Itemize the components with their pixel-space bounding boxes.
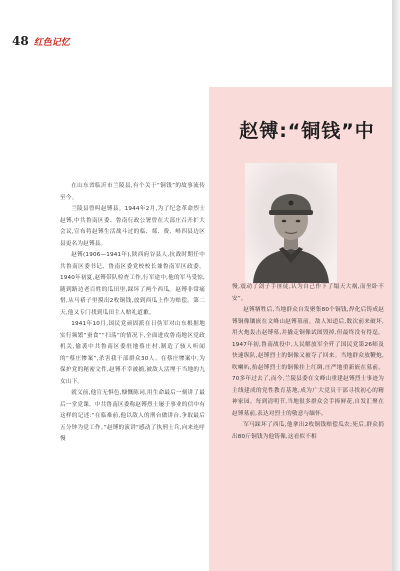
page-edge-shadow	[392, 0, 400, 571]
right-column-text	[232, 282, 384, 443]
left-column-text	[60, 181, 205, 446]
paragraph: 就义前,他宣无惧色,慷慨陈词,用生命最后一刻讲了最后一堂党课。中共鲁南区委称赵镈烈士屡于事业的信中有这样的记述:“在临难前,他以敌人的刑台做讲台,争取最后五分钟为党工作。”赵镈的演讲“感动了执刑士兵,向来连呼慢	[60, 390, 205, 442]
page-number: 48	[12, 34, 29, 48]
page-header	[12, 34, 70, 48]
portrait-figure-illustration	[245, 163, 337, 283]
paragraph: 慢,震动了刽子手匪徒,认为自己作下了塌天大祸,而坐卧不安”。	[232, 284, 384, 302]
paragraph: 1941年10月,国民党顽固派在日伪军对山东根据地实行频繁“蚕食”“扫荡”的情况下,全面进攻鲁南地区党政机关,偷袭中共鲁南区委驻地蔡庄村,制造了骇人听闻的“蔡庄惨案”,杀害我干部群众30人。在蔡庄惨案中,为保护党的秘密文件,赵镈不幸被捕,被敌人活埋于当地的九女山下。	[60, 321, 205, 385]
portrait-photo	[245, 163, 337, 283]
paragraph: 军马踩坏了西瓜,他拿出2枚铜钱赔偿瓜农;死后,群众捐出80斤铜钱为他铸像,这看似不相	[232, 422, 384, 440]
paragraph: 赵镈(1906—1941年),陕西府谷县人,抗战时期任中共鲁南区委书记、鲁南区委党校校长兼鲁南军区政委。1940年初夏,赵镈带队检查工作,行军途中,他的军马受惊,随到路边老百姓的瓜田里,踩坏了两个西瓜。赵镈非常痛惜,从马褡子里摸出2枚铜钱,放到西瓜上作为赔偿。第二天,他又专门找到瓜田主人赔礼道歉。	[60, 252, 205, 316]
paragraph: 赵镈牺牲后,当地群众自发聚集80个铜钱,焊化后铸成赵镈铜像镶嵌在文峰山赵镈墓前。敌人知道后,数次前来破坏,用火炮轰击赵镈墓,并撬走铜像试图毁掉,但最终没有得逞。1947年初,鲁南战役中,人民解放军全歼了国民党第26师及快速纵队,赵镈烈士的铜像又被夺了回来。当地群众放鞭炮,吹喇叭,抬赵镈烈士的铜像挂上红绸,庄严地重新嵌在墓前。70多年过去了,而今,兰陵县委在文峰山重建赵镈烈士事迹为主线建成的党性教育基地,成为广大党员干部寻找初心的精神家园。每到清明节,当地很多群众会手捧鲜花,自发汇聚在赵镈墓前,表达对烈士的敬意与缅怀。	[232, 307, 384, 417]
paragraph: 兰陵县曾叫赵镈县。1944年2月,为了纪念革命烈士赵镈,中共鲁南区委、鲁南行政公署曾在大部庄召开扩大会议,宣布将赵镈生活战斗过的临、郯、费、峄四县边区县更名为赵镈县。	[60, 206, 205, 247]
article-title: 赵镈:“铜钱”中	[239, 120, 375, 142]
paragraph: 在山东省临沂市兰陵县,有个关于“铜钱”的故事流传至今。	[60, 183, 205, 201]
column-name: 红色记忆	[33, 38, 70, 48]
